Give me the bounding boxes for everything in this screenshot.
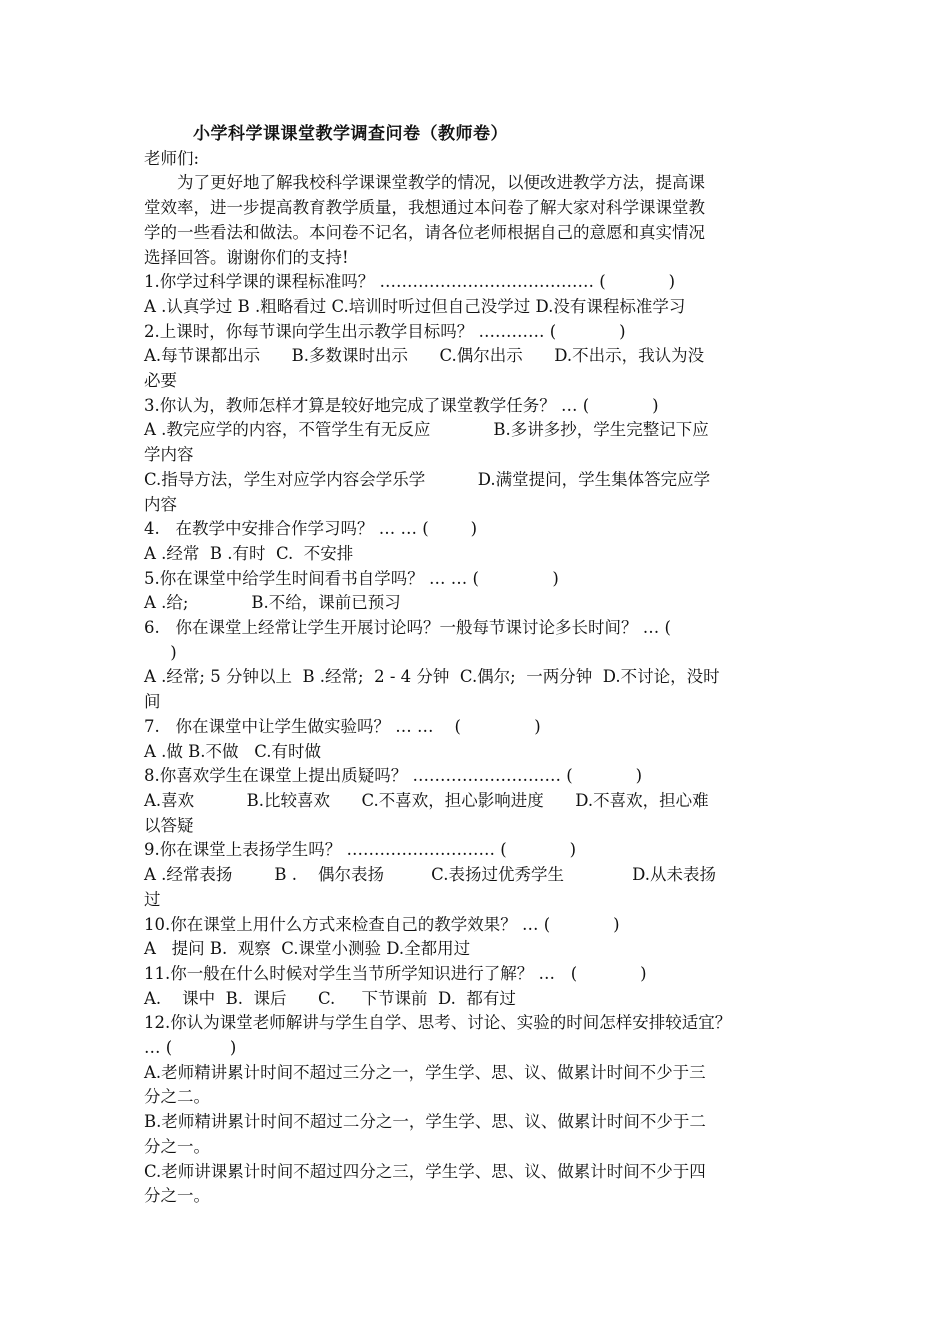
intro-line: 为了更好地了解我校科学课课堂教学的情况，以便改进教学方法，提高课 [177, 173, 705, 193]
question-4-options: A .经常 B .有时 C. 不安排 [144, 543, 354, 563]
question-5-options: A .给; B.不给，课前已预习 [144, 593, 401, 613]
question-8-options-cont: 以答疑 [144, 815, 194, 835]
question-12: 12.你认为课堂老师解讲与学生自学、思考、讨论、实验的时间怎样安排较适宜？ [144, 1013, 732, 1033]
salutation: 老师们: [144, 148, 200, 168]
question-5: 5.你在课堂中给学生时间看书自学吗？ … … ( ) [144, 568, 559, 588]
question-12-option-b: B.老师精讲累计时间不超过二分之一，学生学、思、议、做累计时间不少于二 [144, 1112, 706, 1132]
question-12-option-a: A.老师精讲累计时间不超过三分之一，学生学、思、议、做累计时间不少于三 [144, 1062, 706, 1082]
question-3-options: C.指导方法，学生对应学内容会学乐学 D.满堂提问，学生集体答完应学 [144, 469, 711, 489]
question-12-option-a-cont: 分之二。 [144, 1087, 210, 1107]
question-12-option-c-cont: 分之一。 [144, 1186, 210, 1206]
question-2: 2.上课时，你每节课向学生出示教学目标吗？ ………… ( ) [144, 321, 626, 341]
question-6: 6. 你在课堂上经常让学生开展讨论吗？一般每节课讨论多长时间？ … ( [144, 618, 671, 638]
question-1: 1.你学过科学课的课程标准吗？ ………………………………… ( ) [144, 272, 676, 292]
question-12-option-c: C.老师讲课累计时间不超过四分之三，学生学、思、议、做累计时间不少于四 [144, 1161, 706, 1181]
question-11: 11.你一般在什么时候对学生当节所学知识进行了解？ … ( ) [144, 963, 647, 983]
question-9-options-cont: 过 [144, 889, 161, 909]
question-12-cont: … ( ) [144, 1038, 237, 1058]
question-7-options: A .做 B.不做 C.有时做 [144, 741, 322, 761]
question-2-options-cont: 必要 [144, 371, 177, 391]
question-3-options-cont: 学内容 [144, 445, 194, 465]
intro-line: 堂效率，进一步提高教育教学质量，我想通过本问卷了解大家对科学课课堂教 [144, 198, 705, 218]
question-3: 3.你认为，教师怎样才算是较好地完成了课堂教学任务？ … ( ) [144, 395, 659, 415]
question-1-options: A .认真学过 B .粗略看过 C.培训时听过但自己没学过 D.没有课程标准学习 [144, 296, 686, 316]
question-3-options-cont: 内容 [144, 494, 177, 514]
page-title: 小学科学课课堂教学调查问卷（教师卷） [193, 124, 508, 144]
question-3-options: A .教完应学的内容，不管学生有无反应 B.多讲多抄，学生完整记下应 [144, 420, 709, 440]
question-6-options-cont: 间 [144, 692, 161, 712]
question-10-options: A 提问 B. 观察 C.课堂小测验 D.全都用过 [144, 939, 471, 959]
question-2-options: A.每节课都出示 B.多数课时出示 C.偶尔出示 D.不出示，我认为没 [144, 346, 705, 366]
question-11-options: A. 课中 B. 课后 C. 下节课前 D. 都有过 [144, 988, 516, 1008]
question-9-options: A .经常表扬 B . 偶尔表扬 C.表扬过优秀学生 D.从未表扬 [144, 865, 717, 885]
question-8: 8.你喜欢学生在课堂上提出质疑吗？ ……………………… ( ) [144, 766, 643, 786]
intro-line: 选择回答。谢谢你们的支持! [144, 247, 349, 267]
question-12-option-b-cont: 分之一。 [144, 1136, 210, 1156]
questionnaire-page [144, 122, 824, 1209]
intro-line: 学的一些看法和做法。本问卷不记名，请各位老师根据自己的意愿和真实情况 [144, 222, 705, 242]
question-7: 7. 你在课堂中让学生做实验吗？ … … ( ) [144, 716, 541, 736]
question-9: 9.你在课堂上表扬学生吗？ ……………………… ( ) [144, 840, 577, 860]
question-8-options: A.喜欢 B.比较喜欢 C.不喜欢，担心影响进度 D.不喜欢，担心难 [144, 790, 709, 810]
question-6-options: A .经常; 5 分钟以上 B .经常; 2 - 4 分钟 C.偶尔; 一两分钟 D.不讨论，没时 [144, 667, 720, 687]
question-10: 10.你在课堂上用什么方式来检查自己的教学效果？ … ( ) [144, 914, 620, 934]
question-6-cont: ) [144, 642, 177, 662]
question-4: 4. 在教学中安排合作学习吗？ … … ( ) [144, 519, 478, 539]
